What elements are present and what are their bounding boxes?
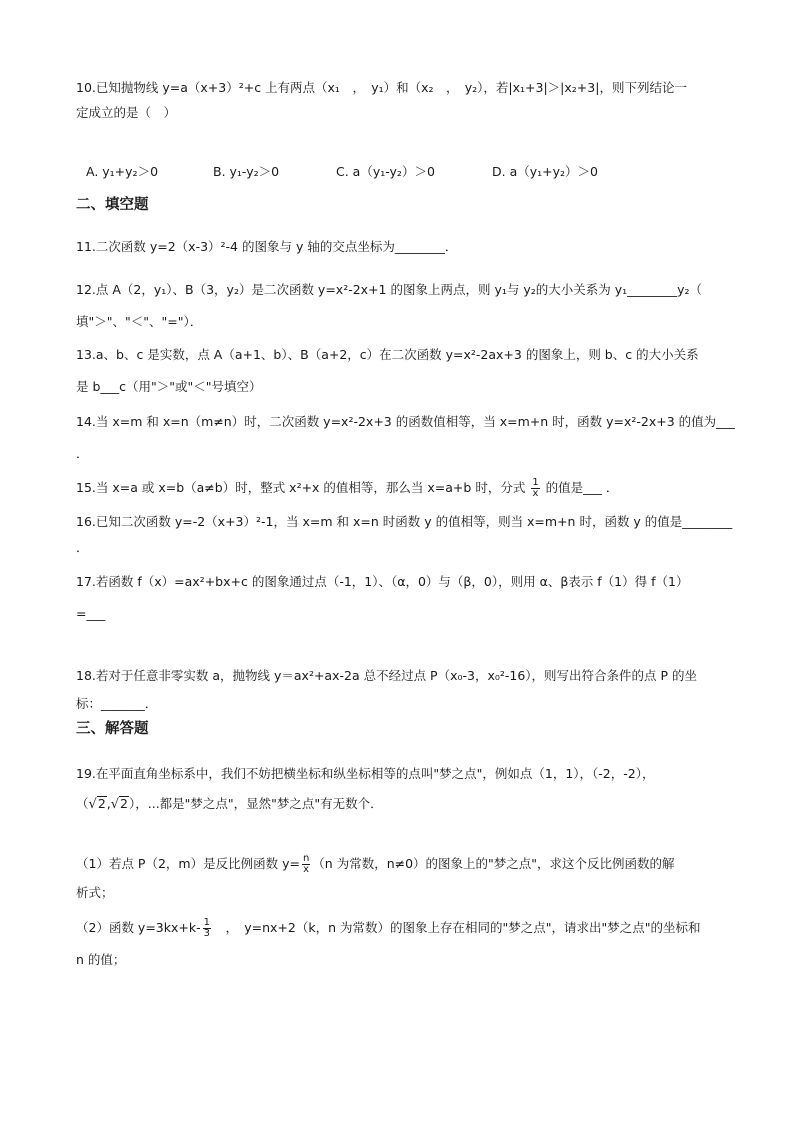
q10-option-b: B. y₁-y₂＞0: [213, 164, 280, 179]
q11-text: 11.二次函数 y=2（x-3）²-4 的图象与 y 轴的交点坐标为________．: [76, 239, 458, 254]
q10-line2: 定成立的是（ ）: [76, 105, 177, 120]
q19-part2-fraction: [203, 918, 211, 939]
q15-fraction: [531, 478, 539, 499]
q10-option-a: A. y₁+y₂＞0: [86, 164, 159, 179]
q17-line2: =___: [76, 606, 106, 621]
q19-sqrt-a: 2: [97, 796, 106, 811]
q19-part1-den: x: [303, 864, 310, 875]
sqrt-icon: √: [110, 797, 120, 812]
q16-line2: ．: [76, 540, 89, 555]
q17-line1: 17.若函数 f（x）=ax²+bx+c 的图象通过点（-1，1）、（α，0）与（β，0），则用 α、β表示 f（1）得 f（1）: [76, 574, 689, 589]
q15-before: 15.当 x=a 或 x=b（a≠b）时，整式 x²+x 的值相等，那么当 x=a+b 时，分式: [76, 480, 526, 495]
q19-part1-num: n: [302, 853, 310, 864]
q19-line2: [76, 794, 383, 815]
q19-part1-after: （n 为常数，n≠0）的图象上的"梦之点"，求这个反比例函数的解: [312, 856, 675, 871]
q19-part2: [76, 918, 701, 939]
q15-after: 的值是___ ．: [545, 480, 619, 495]
q16-line1: 16.已知二次函数 y=-2（x+3）²-1，当 x=m 和 x=n 时函数 y 的值相等，则当 x=m+n 时，函数 y 的值是________: [76, 514, 733, 529]
q19-part2-after: ， y=nx+2（k，n 为常数）的图象上存在相同的"梦之点"，请求出"梦之点"的坐标和: [213, 920, 701, 935]
q10-option-c: C. a（y₁-y₂）＞0: [336, 164, 435, 179]
q13-line1: 13.a、b、c 是实数，点 A（a+1、b）、B（a+2，c）在二次函数 y=x²-2ax+3 的图象上，则 b、c 的大小关系: [76, 347, 699, 362]
q12-line2: 填"＞"、"＜"、"="）．: [76, 314, 203, 329]
q18-line1: 18.若对于任意非零实数 a，抛物线 y＝ax²+ax-2a 总不经过点 P（x₀-3，x₀²-16），则写出符合条件的点 P 的坐: [76, 668, 698, 683]
q14-line1: 14.当 x=m 和 x=n（m≠n）时，二次函数 y=x²-2x+3 的函数值相等，当 x=m+n 时，函数 y=x²-2x+3 的值为___: [76, 414, 735, 429]
q19-part2-num: 1: [203, 917, 210, 928]
q19-part2-den: 3: [203, 928, 210, 939]
q12-line1: 12.点 A（2，y₁）、B（3，y₂）是二次函数 y=x²-2x+1 的图象上两点，则 y₁与 y₂的大小关系为 y₁________y₂（: [76, 282, 703, 297]
q15-frac-num: 1: [532, 477, 539, 488]
q18-line2: 标：_______．: [76, 696, 158, 711]
q10-option-d: D. a（y₁+y₂）＞0: [492, 164, 598, 179]
q19-line1: 19.在平面直角坐标系中，我们不妨把横坐标和纵坐标相等的点叫"梦之点"，例如点（1，1），（-2，-2），: [76, 766, 655, 781]
q19-line2-rest: ），...都是"梦之点"，显然"梦之点"有无数个．: [129, 796, 383, 811]
section-solve-heading: 三、解答题: [76, 721, 149, 737]
section-fill-in-heading: 二、填空题: [76, 197, 149, 213]
q13-line2: 是 b___c（用"＞"或"＜"号填空）: [76, 379, 262, 394]
q19-part2-before: （2）函数 y=3kx+k-: [76, 920, 201, 935]
q14-line2: ．: [76, 446, 89, 461]
q19-open-paren: （: [76, 796, 89, 811]
q19-sqrt-b: 2: [120, 796, 128, 811]
q19-part1-before: （1）若点 P（2，m）是反比例函数 y=: [76, 856, 300, 871]
q15-frac-den: x: [532, 488, 539, 499]
q15-text: [76, 478, 618, 499]
q19-part1: [76, 854, 675, 875]
sqrt-icon: √: [88, 797, 97, 812]
q10-line1: 10.已知抛物线 y=a（x+3）²+c 上有两点（x₁ ， y₁）和（x₂ ， y₂），若|x₁+3|＞|x₂+3|，则下列结论一: [76, 80, 687, 95]
q19-part1-fraction: [302, 854, 310, 875]
q19-part1-line2: 析式；: [76, 885, 114, 900]
q19-part2-line2: n 的值；: [76, 952, 126, 967]
q19-sqrt-comma: ,: [106, 796, 111, 811]
